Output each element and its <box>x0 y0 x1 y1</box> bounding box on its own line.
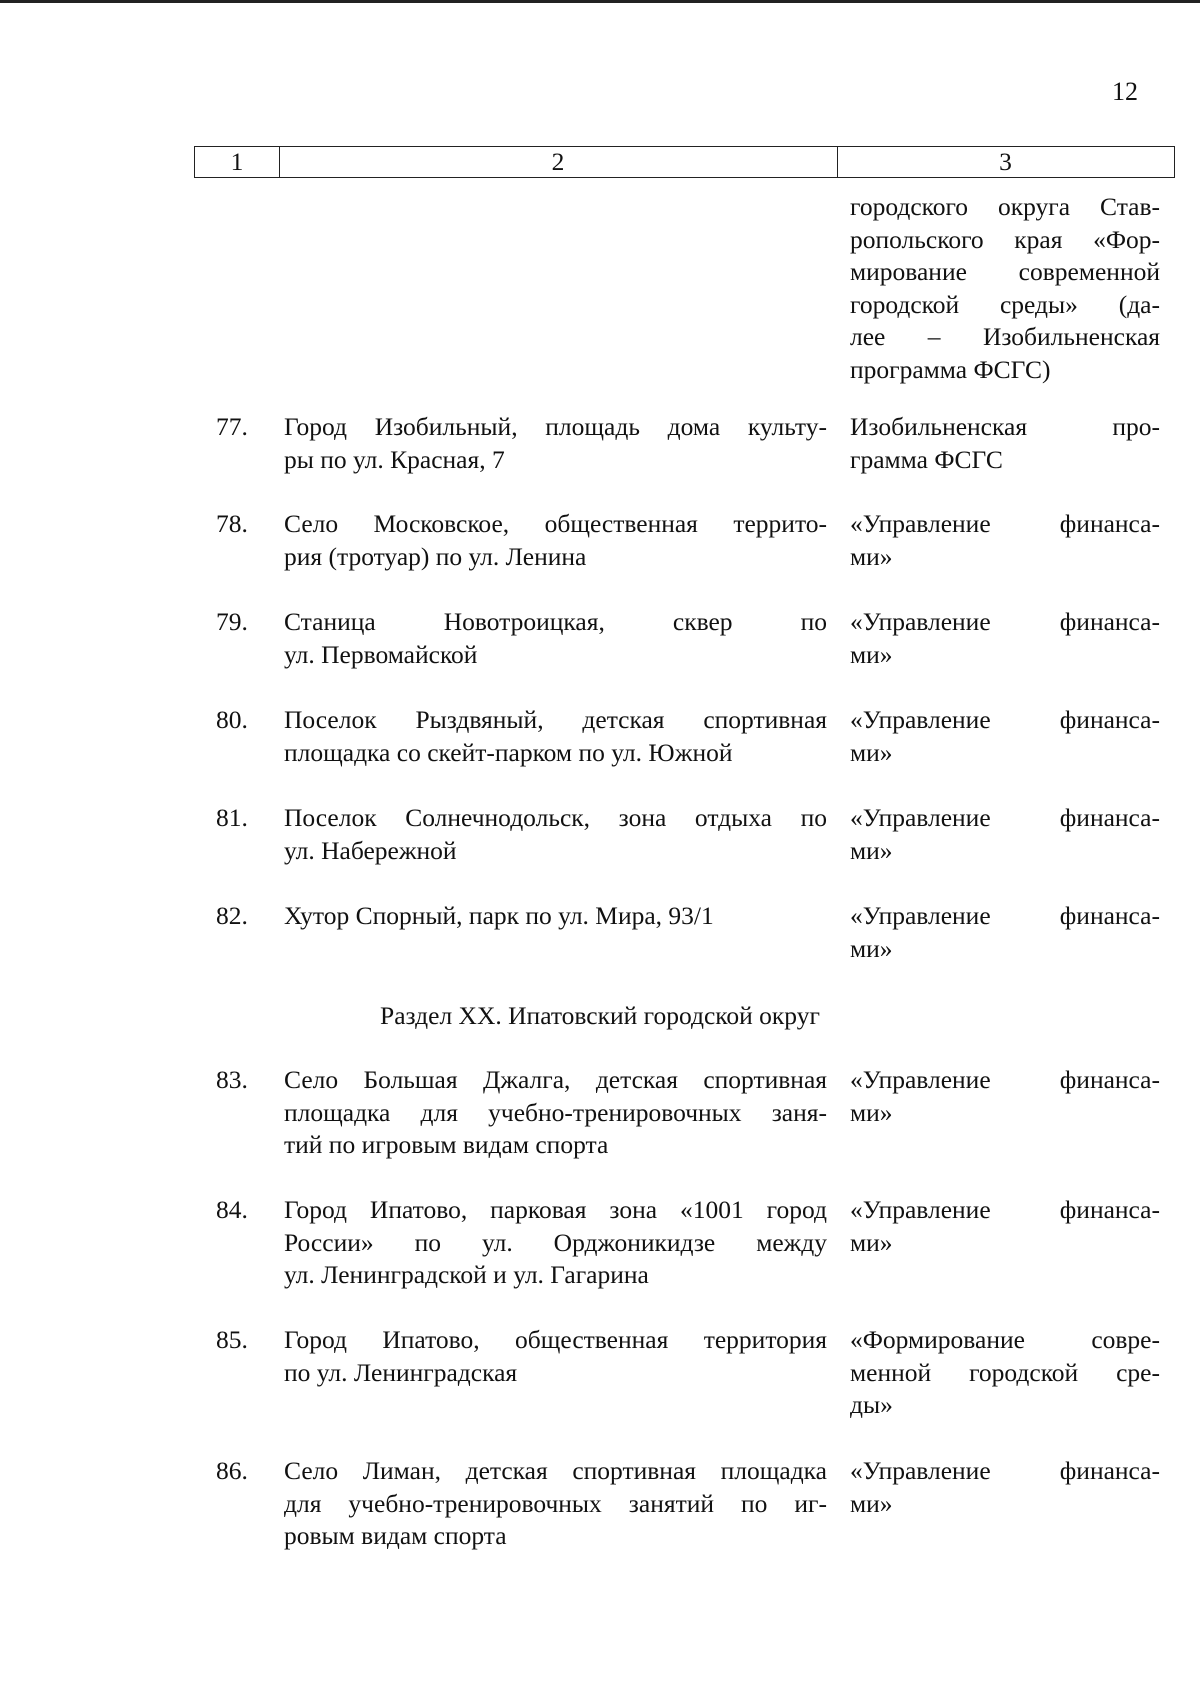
row-number: 81. <box>216 803 248 832</box>
row-program-line: грамма ФСГС <box>850 444 1003 474</box>
row-location <box>284 802 827 867</box>
row-location-line: площадка для учебно-тренировочных заня- <box>284 1097 827 1127</box>
row-number: 83. <box>216 1065 248 1094</box>
row-location-line: по ул. Ленинградская <box>284 1357 518 1387</box>
row-location-line: ровым видам спорта <box>284 1521 507 1550</box>
row-location <box>284 411 827 476</box>
page-number: 12 <box>1112 77 1138 106</box>
row-program-line: «Управление финанса- <box>850 1456 1160 1485</box>
row-location <box>284 1194 827 1292</box>
row-program <box>850 802 1160 867</box>
row-location-line: Город Ипатово, парковая зона «1001 город <box>284 1195 827 1224</box>
top-border-line <box>0 0 1200 3</box>
row-program-line: ми» <box>850 737 893 767</box>
section-title: Раздел XX. Ипатовский городской округ <box>380 1001 820 1030</box>
header-col-2: 2 <box>279 147 838 177</box>
row-location <box>284 1455 827 1553</box>
row-program <box>850 606 1160 671</box>
row-program-line: ми» <box>850 933 893 963</box>
row-program <box>850 900 1160 965</box>
row-number: 82. <box>216 901 248 930</box>
row-program <box>850 704 1160 769</box>
row-program-line: ми» <box>850 1488 893 1518</box>
row-location-line: Город Изобильный, площадь дома культу- <box>284 412 827 441</box>
row-program-line: «Управление финанса- <box>850 705 1160 734</box>
continuation-line: мирование современной <box>850 257 1160 286</box>
row-program-line: «Управление финанса- <box>850 509 1160 538</box>
continuation-text <box>850 191 1160 386</box>
row-program-line: «Формирование совре- <box>850 1325 1160 1354</box>
row-location-line: ул. Ленинградской и ул. Гагарина <box>284 1260 649 1289</box>
row-program-line: ми» <box>850 1227 893 1257</box>
row-number: 85. <box>216 1325 248 1354</box>
row-program-line: «Управление финанса- <box>850 901 1160 930</box>
row-program-line: ды» <box>850 1390 893 1419</box>
row-location-line: площадка со скейт-парком по ул. Южной <box>284 737 733 767</box>
continuation-line: лее – Изобильненская <box>850 322 1160 351</box>
row-location-line: Хутор Спорный, парк по ул. Мира, 93/1 <box>284 901 714 930</box>
row-program-line: ми» <box>850 639 893 669</box>
row-program-line: менной городской сре- <box>850 1357 1160 1387</box>
row-location-line: Село Лиман, детская спортивная площадка <box>284 1456 827 1485</box>
row-program-line: «Управление финанса- <box>850 607 1160 636</box>
row-program <box>850 1455 1160 1520</box>
row-location-line: Станица Новотроицкая, сквер по <box>284 607 827 636</box>
continuation-line: городского округа Став- <box>850 192 1160 221</box>
continuation-line: программа ФСГС) <box>850 354 1051 384</box>
row-program-line: ми» <box>850 541 893 571</box>
continuation-line: ропольского края «Фор- <box>850 224 1160 254</box>
row-location-line: ул. Первомайской <box>284 639 478 669</box>
row-location <box>284 704 827 769</box>
row-location <box>284 606 827 671</box>
row-number: 78. <box>216 509 248 538</box>
row-program-line: «Управление финанса- <box>850 1065 1160 1094</box>
header-col-3: 3 <box>999 147 1012 176</box>
row-location-line: для учебно-тренировочных занятий по иг- <box>284 1488 827 1518</box>
row-location-line: Поселок Рыздвяный, детская спортивная <box>284 705 827 734</box>
row-program-line: Изобильненская про- <box>850 412 1160 441</box>
row-location-line: Село Московское, общественная террито- <box>284 509 827 538</box>
row-program <box>850 1194 1160 1259</box>
row-location-line: Город Ипатово, общественная территория <box>284 1325 827 1354</box>
row-location-line: России» по ул. Орджоникидзе между <box>284 1227 827 1257</box>
row-location <box>284 900 827 933</box>
row-number: 79. <box>216 607 248 636</box>
row-program <box>850 1064 1160 1129</box>
row-number: 84. <box>216 1195 248 1224</box>
row-program-line: «Управление финанса- <box>850 1195 1160 1224</box>
continuation-line: городской среды» (да- <box>850 289 1160 319</box>
header-col-1: 1 <box>195 147 280 177</box>
row-number: 80. <box>216 705 248 734</box>
row-location-line: ул. Набережной <box>284 835 457 865</box>
table-header <box>194 146 1175 178</box>
row-program <box>850 508 1160 573</box>
row-location-line: Поселок Солнечнодольск, зона отдыха по <box>284 803 827 832</box>
row-location <box>284 1324 827 1389</box>
row-program-line: ми» <box>850 1097 893 1127</box>
row-number: 86. <box>216 1456 248 1485</box>
row-location <box>284 508 827 573</box>
row-location-line: рия (тротуар) по ул. Ленина <box>284 541 587 571</box>
row-program <box>850 1324 1160 1422</box>
row-program <box>850 411 1160 476</box>
row-location-line: Село Большая Джалга, детская спортивная <box>284 1065 827 1094</box>
row-location <box>284 1064 827 1162</box>
row-number: 77. <box>216 412 248 441</box>
row-location-line: ры по ул. Красная, 7 <box>284 444 505 474</box>
row-location-line: тий по игровым видам спорта <box>284 1130 609 1159</box>
row-program-line: «Управление финанса- <box>850 803 1160 832</box>
row-program-line: ми» <box>850 835 893 865</box>
